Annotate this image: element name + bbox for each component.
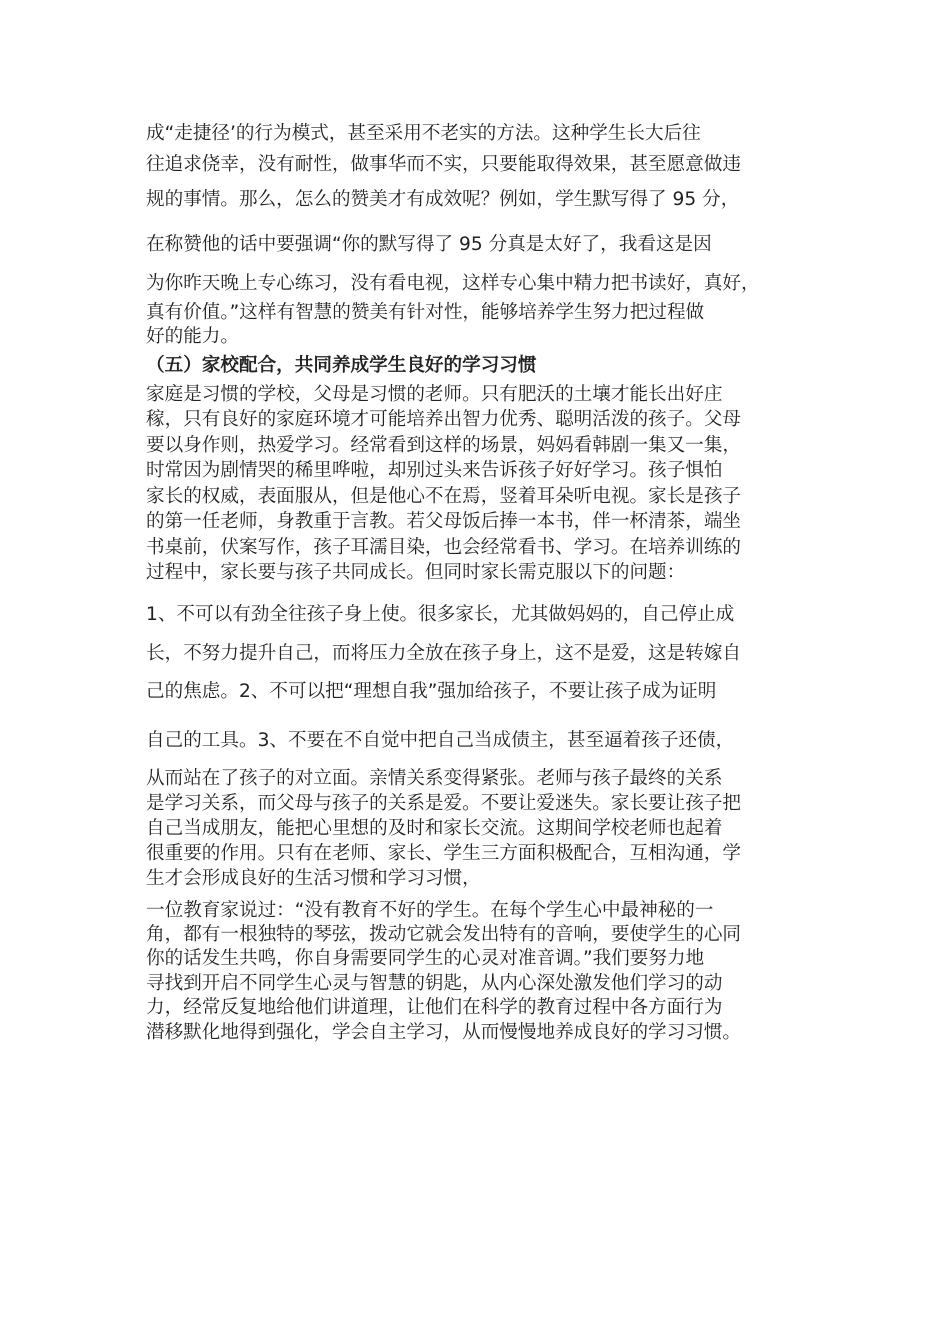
text-line: 好的能力。: [146, 326, 239, 347]
text-line: 长，不努力提升自己，而将压力全放在孩子身上，这不是爱，这是转嫁自: [146, 643, 742, 664]
text-line: 很重要的作用。只有在老师、家长、学生三方面积极配合，互相沟通，学: [146, 843, 742, 864]
text-line: 生才会形成良好的生活习惯和学习习惯，: [146, 868, 481, 889]
text-line: 你的话发生共鸣，你自身需要同学生的心灵对准音调。”我们要努力地: [146, 948, 705, 969]
text-line: 家庭是习惯的学校，父母是习惯的老师。只有肥沃的土壤才能长出好庄: [146, 384, 723, 405]
text-line: 一位教育家说过：“没有教育不好的学生。在每个学生心中最神秘的一: [146, 900, 714, 921]
text-line: 在称赞他的话中要强调“你的默写得了 95 分真是太好了，我看这是因: [146, 234, 712, 255]
text-line: 自己当成朋友，能把心里想的及时和家长交流。这期间学校老师也起着: [146, 818, 723, 839]
text-line: 潜移默化地得到强化，学会自主学习，从而慢慢地养成良好的学习习惯。: [146, 1022, 742, 1043]
text-line: 时常因为剧情哭的稀里哗啦，却别过头来告诉孩子好好学习。孩子惧怕: [146, 460, 723, 481]
text-line: 书桌前，伏案写作，孩子耳濡目染，也会经常看书、学习。在培养训练的: [146, 537, 742, 558]
text-line: 角，都有一根独特的琴弦，拨动它就会发出特有的音响，要使学生的心同: [146, 924, 742, 945]
text-line: 真有价值。”这样有智慧的赞美有针对性，能够培养学生努力把过程做: [146, 302, 705, 323]
text-line: 是学习关系，而父母与孩子的关系是爱。不要让爱迷失。家长要让孩子把: [146, 793, 742, 814]
text-line: 寻找到开启不同学生心灵与智慧的钥匙，从内心深处激发他们学习的动: [146, 973, 723, 994]
text-line: 稼，只有良好的家庭环境才可能培养出智力优秀、聪明活泼的孩子。父母: [146, 409, 742, 430]
text-line: 成“走捷径’的行为模式，甚至采用不老实的方法。这种学生长大后往: [146, 123, 701, 144]
text-line: 家长的权威，表面服从，但是他心不在焉，竖着耳朵听电视。家长是孩子: [146, 486, 742, 507]
text-line: 要以身作则，热爱学习。经常看到这样的场景，妈妈看韩剧一集又一集，: [146, 435, 742, 456]
text-line: 从而站在了孩子的对立面。亲情关系变得紧张。老师与孩子最终的关系: [146, 768, 723, 789]
text-line: 己的焦虑。2、不可以把“理想自我”强加给孩子，不要让孩子成为证明: [146, 681, 717, 702]
section-heading: （五）家校配合，共同养成学生良好的学习习惯: [146, 355, 537, 376]
text-line: 为你昨天晚上专心练习，没有看电视，这样专心集中精力把书读好，真好，: [146, 273, 760, 294]
text-line: 自己的工具。3、不要在不自觉中把自己当成债主，甚至逼着孩子还债，: [146, 730, 735, 751]
text-line: 规的事情。那么，怎么的赞美才有成效呢？例如，学生默写得了 95 分，: [146, 189, 740, 210]
text-line: 过程中，家长要与孩子共同成长。但同时家长需克服以下的问题：: [146, 562, 686, 583]
text-line: 1、不可以有劲全往孩子身上使。很多家长，尤其做妈妈的，自己停止成: [146, 604, 735, 625]
text-line: 力，经常反复地给他们讲道理，让他们在科学的教育过程中各方面行为: [146, 997, 723, 1018]
text-line: 往追求侥幸，没有耐性，做事华而不实，只要能取得效果，甚至愿意做违: [146, 154, 742, 175]
text-line: 的第一任老师，身教重于言教。若父母饭后捧一本书，伴一杯清茶，端坐: [146, 511, 742, 532]
